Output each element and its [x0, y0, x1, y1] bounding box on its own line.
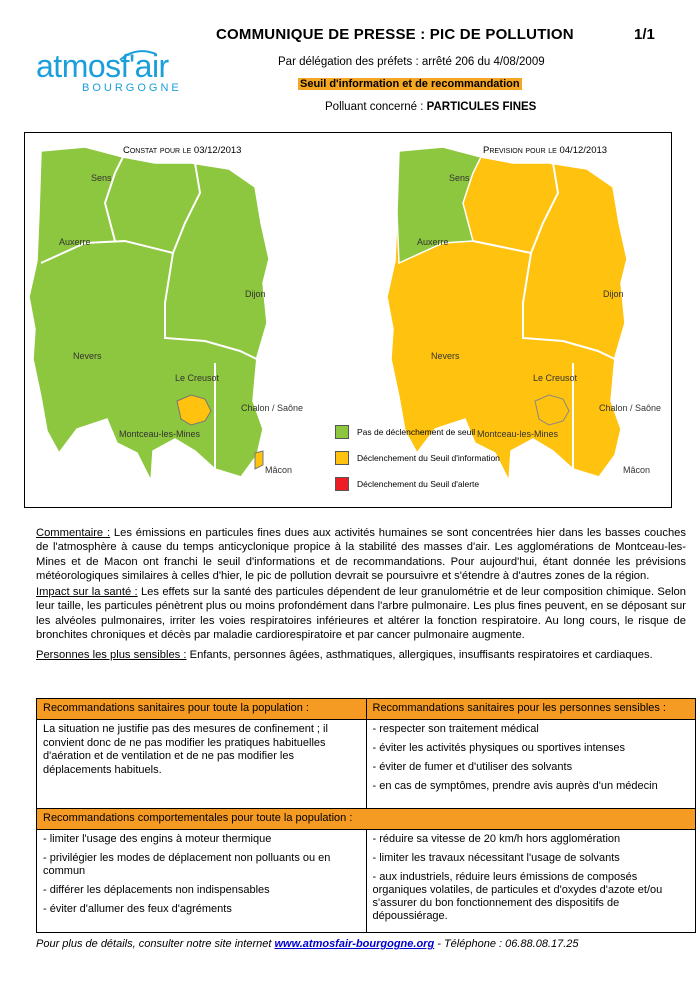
forecast-caption: Prevision pour le 04/12/2013: [483, 145, 608, 156]
footer-phone: - Téléphone : 06.88.08.17.25: [434, 938, 579, 950]
footer: [36, 938, 579, 950]
sensitive-paragraph: [36, 648, 686, 662]
behavior-header: Recommandations comportementales pour toute la population :: [37, 809, 696, 830]
general-header: Recommandations sanitaires pour toute la population :: [37, 699, 367, 720]
list-item: - privilégier les modes de déplacement non polluants ou en commun: [43, 852, 331, 877]
behavior-left-list: [37, 830, 367, 933]
city-chalon-left: Chalon / Saône: [241, 403, 304, 413]
city-dijon-right: Dijon: [603, 289, 624, 299]
legend-swatch-red: [335, 477, 349, 491]
logo-region: BOURGOGNE: [82, 82, 182, 94]
city-creusot-left: Le Creusot: [175, 373, 220, 383]
sensitive-text: Enfants, personnes âgées, asthmatiques, allergiques, insuffisants respiratoires et cardiaques.: [186, 649, 653, 662]
legend-item-alert: [335, 477, 479, 491]
list-item: - réduire sa vitesse de 20 km/h hors agglomération: [372, 833, 621, 845]
maps-panel: [24, 132, 672, 508]
health-paragraph: [36, 585, 686, 642]
list-item: - éviter d'allumer des feux d'agréments: [43, 903, 232, 915]
observed-caption: Constat pour le 03/12/2013: [123, 145, 242, 156]
sensitive-label: Personnes les plus sensibles :: [36, 649, 187, 662]
commentary-label: Commentaire :: [36, 527, 111, 539]
page-title: COMMUNIQUE DE PRESSE : PIC DE POLLUTION: [216, 26, 574, 43]
list-item: - limiter l'usage des engins à moteur thermique: [43, 833, 272, 845]
recommendations-table: [36, 698, 696, 933]
list-item: - éviter de fumer et d'utiliser des solvants: [372, 761, 573, 773]
list-item: - en cas de symptômes, prendre avis auprès d'un médecin: [372, 780, 658, 792]
hotspot-macon-observed: [255, 451, 263, 469]
logo-name: atmosf'air: [36, 48, 169, 84]
delegation-line: Par délégation des préfets : arrêté 206 du 4/08/2009: [278, 56, 545, 68]
health-text: Les effets sur la santé des particules dépendent de leur granulométrie et de leur composition chimique. Selon leur taille, les particules pénètrent plus ou moins profondément dans l'arbre pulmonaire. Les plus fines peuvent, en se déposant sur les alvéoles pulmonaires, irriter les voies respiratoires inférieures et altérer la fonction respiratoire. Au long cours, le risque de bronchites chroniques et décès par maladie cardiorespiratoire et par cancer pulmonaire augmente.: [36, 586, 686, 642]
legend-swatch-yellow: [335, 451, 349, 465]
website-link[interactable]: www.atmosfair-bourgogne.org: [274, 938, 435, 950]
city-auxerre-left: Auxerre: [59, 237, 91, 247]
logo-swoosh-icon: [118, 48, 158, 64]
city-macon-left: Mâcon: [265, 465, 293, 475]
commentary-paragraph: [36, 526, 686, 583]
general-text: La situation ne justifie pas des mesures de confinement ; il convient donc de ne pas modifier les pratiques habituelles d'aération et de ventilation et de ne pas modifier les déplacements habituels.: [37, 720, 367, 809]
body-text: [36, 526, 686, 665]
map-observed: [29, 147, 303, 481]
behavior-right-list: [366, 830, 696, 933]
pollutant-line: [325, 101, 536, 113]
city-creusot-right: Le Creusot: [533, 373, 578, 383]
footer-prefix: Pour plus de détails, consulter notre site internet: [36, 938, 275, 950]
city-auxerre-right: Auxerre: [417, 237, 449, 247]
list-item: - différer les déplacements non indispensables: [43, 884, 270, 896]
legend-item-no-threshold: [335, 425, 475, 439]
city-nevers-right: Nevers: [431, 351, 460, 361]
legend-label: Déclenchement du Seuil d'information: [357, 453, 500, 463]
page-number: 1/1: [634, 26, 655, 43]
list-item: - aux industriels, réduire leurs émissions de composés organiques volatiles, de particules et d'oxydes d'azote et/ou s'assurer du bon fonctionnement des dispositifs de dépoussiérage.: [372, 871, 663, 922]
city-dijon-left: Dijon: [245, 289, 266, 299]
health-label: Impact sur la santé :: [36, 586, 138, 599]
city-macon-right: Mâcon: [623, 465, 651, 475]
legend-label: Déclenchement du Seuil d'alerte: [357, 479, 480, 489]
legend-label: Pas de déclenchement de seuil: [357, 427, 476, 437]
commentary-text: Les émissions en particules fines dues aux activités humaines se sont concentrées hier dans les basses couches de l'atmosphère à cause du temps anticyclonique propice à la stabilité des masses d'air. Les agglomérations de Montceau-les-Mines et de Macon ont franchi le seuil d'informations et de recommandations. Pour aujourd'hui, étant donnée les prévisions météorologiques similaires à celles d'hier, le pic de pollution devrait se poursuivre et s'étendre à d'autres zones de la région.: [36, 527, 687, 582]
pollutant-value: PARTICULES FINES: [426, 101, 537, 113]
city-sens-left: Sens: [91, 173, 112, 183]
list-item: - limiter les travaux nécessitant l'usage de solvants: [372, 852, 620, 864]
list-item: - éviter les activités physiques ou sportives intenses: [372, 742, 626, 754]
threshold-banner: Seuil d'information et de recommandation: [300, 78, 520, 90]
city-montceau-left: Montceau-les-Mines: [119, 429, 201, 439]
city-nevers-left: Nevers: [73, 351, 102, 361]
sensitive-list: [366, 720, 696, 809]
pollutant-label: Polluant concerné :: [325, 101, 427, 113]
city-montceau-right: Montceau-les-Mines: [477, 429, 559, 439]
legend-item-information: [335, 451, 500, 465]
city-chalon-right: Chalon / Saône: [599, 403, 662, 413]
legend-swatch-green: [335, 425, 349, 439]
city-sens-right: Sens: [449, 173, 470, 183]
list-item: - respecter son traitement médical: [372, 723, 539, 735]
sensitive-header: Recommandations sanitaires pour les personnes sensibles :: [366, 699, 696, 720]
